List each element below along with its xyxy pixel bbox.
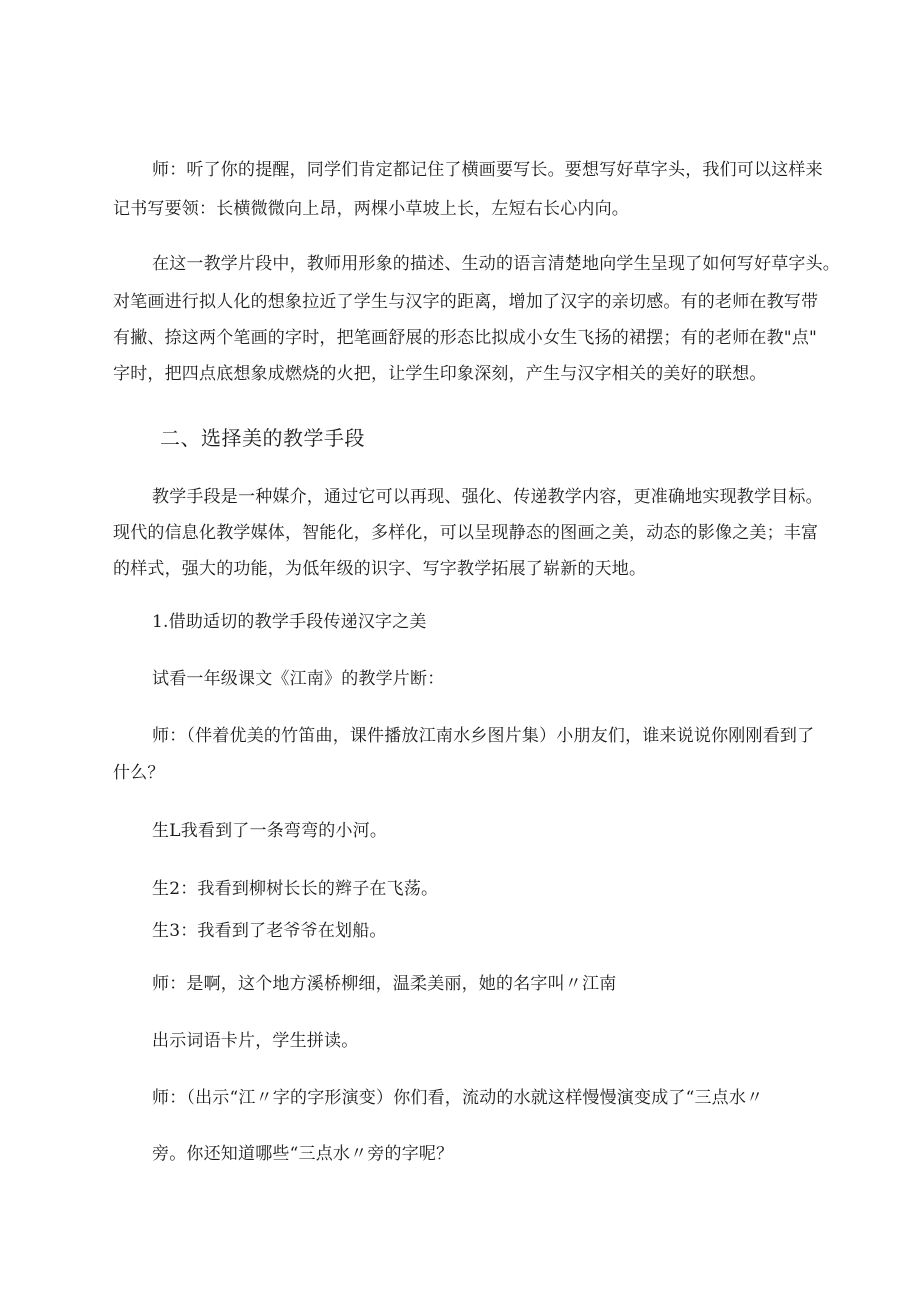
subheading: 1.借助适切的教学手段传递汉字之美 [152,612,427,632]
paragraph-4: 试看一年级课文《江南》的教学片断： [152,669,445,689]
paragraph-2-line-2: 对笔画进行拟人化的想象拉近了学生与汉字的距离，增加了汉字的亲切感。有的老师在教写带 [113,292,819,312]
paragraph-1-line-1: 师：听了你的提醒，同学们肯定都记住了横画要写长。要想写好草字头，我们可以这样来 [152,160,823,180]
paragraph-2-line-3: 有撇、捺这两个笔画的字时，把笔画舒展的形态比拟成小女生飞扬的裙摆；有的老师在教"点" [113,328,818,348]
paragraph-8: 生3：我看到了老爷爷在划船。 [152,921,387,941]
paragraph-3-line-1: 教学手段是一种媒介，通过它可以再现、强化、传递教学内容，更准确地实现教学目标。 [152,487,823,507]
section-heading: 二、选择美的教学手段 [160,426,365,450]
paragraph-3-line-3: 的样式，强大的功能，为低年级的识字、写字教学拓展了崭新的天地。 [113,559,647,579]
paragraph-12: 旁。你还知道哪些“三点水〃旁的字呢？ [152,1144,454,1164]
paragraph-5-line-2: 什么？ [113,763,165,783]
paragraph-11: 师：（出示“江〃字的字形演变）你们看，流动的水就这样慢慢演变成了“三点水〃 [152,1088,764,1108]
paragraph-1-line-2: 记书写要领：长横微微向上昂，两棵小草坡上长，左短右长心内向。 [113,199,629,219]
paragraph-6: 生L我看到了一条弯弯的小河。 [152,821,388,841]
paragraph-5-line-1: 师：（伴着优美的竹笛曲，课件播放江南水乡图片集）小朋友们，谁来说说你刚刚看到了 [152,726,815,746]
paragraph-2-line-1: 在这一教学片段中，教师用形象的描述、生动的语言清楚地向学生呈现了如何写好草字头。 [152,254,840,274]
paragraph-3-line-2: 现代的信息化教学媒体，智能化，多样化，可以呈现静态的图画之美，动态的影像之美；丰富 [113,523,819,543]
paragraph-2-line-4: 字时，把四点底想象成燃烧的火把，让学生印象深刻，产生与汉字相关的美好的联想。 [113,364,767,384]
paragraph-9: 师：是啊，这个地方溪桥柳细，温柔美丽，她的名字叫〃江南 [152,974,617,994]
paragraph-10: 出示词语卡片，学生拼读。 [152,1031,359,1051]
paragraph-7: 生2：我看到柳树长长的辫子在飞荡。 [152,879,439,899]
